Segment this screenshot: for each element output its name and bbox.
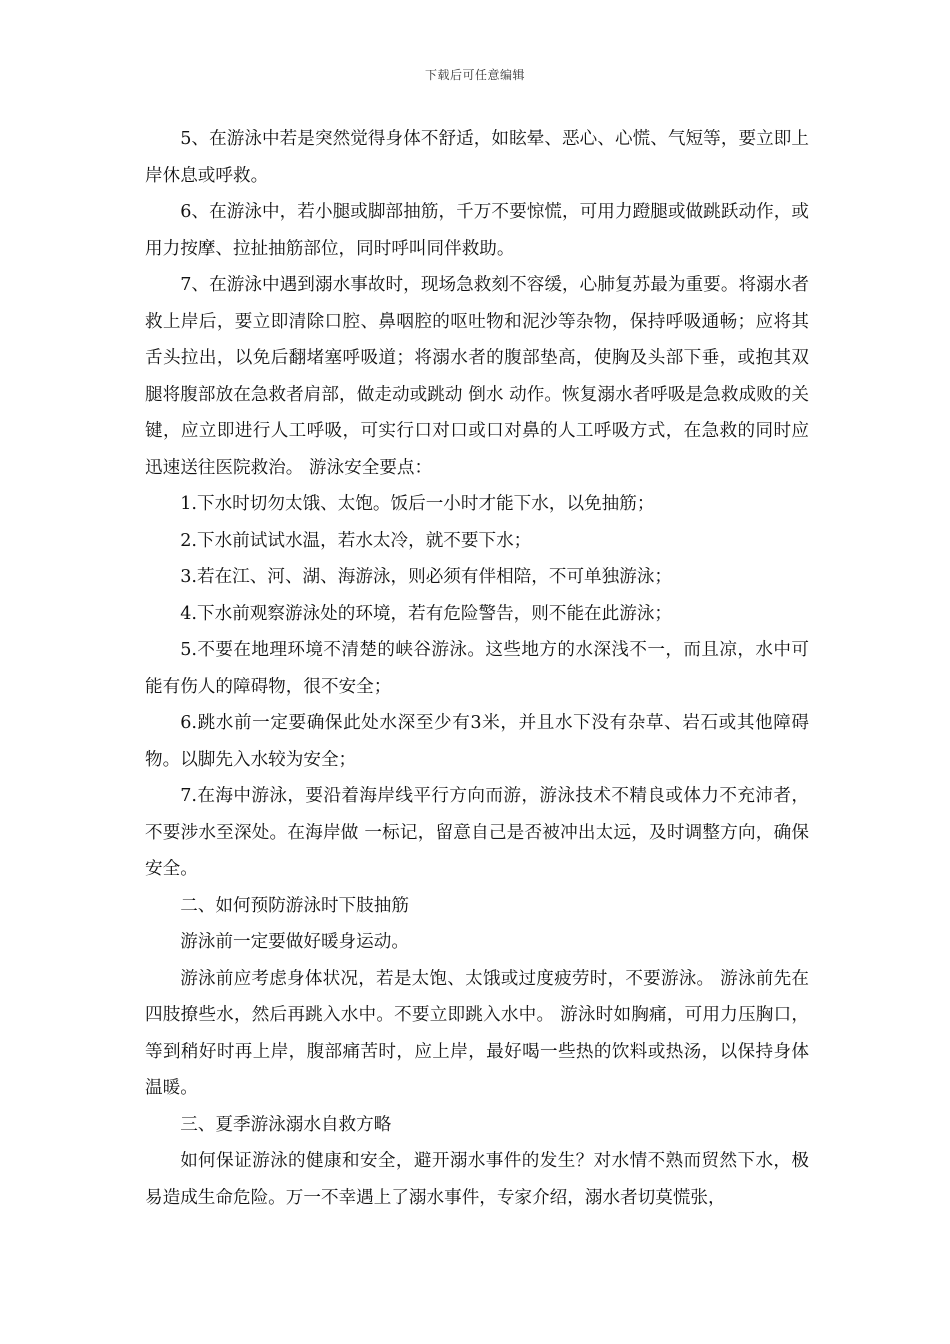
paragraph-item-7-drowning-first-aid: 7、在游泳中遇到溺水事故时，现场急救刻不容缓，心肺复苏最为重要。将溺水者救上岸后，要立即清除口腔、鼻咽腔的呕吐物和泥沙等杂物，保持呼吸通畅；应将其舌头拉出，以免后翻堵塞呼吸道；将溺水者的腹部垫高，使胸及头部下垂，或抱其双腿将腹部放在急救者肩部，做走动或跳动 倒水 动作。恢复溺水者呼吸是急救成败的关键，应立即进行人工呼吸，可实行口对口或口对鼻的人工呼吸方式，在急救的同时应迅速送往医院救治。 游泳安全要点： [145, 275, 809, 478]
paragraph-self-rescue: 如何保证游泳的健康和安全，避开溺水事件的发生？对水情不熟而贸然下水，极易造成生命危险。万一不幸遇上了溺水事件，专家介绍，溺水者切莫慌张， [145, 1151, 809, 1208]
safety-point-7: 7.在海中游泳，要沿着海岸线平行方向而游，游泳技术不精良或体力不充沛者，不要涉水至深处。在海岸做 一标记，留意自己是否被冲出太远，及时调整方向，确保安全。 [145, 786, 809, 879]
page-header: 下载后可任意编辑 [424, 68, 525, 82]
paragraph-item-6-cramp: 6、在游泳中，若小腿或脚部抽筋，千万不要惊慌，可用力蹬腿或做跳跃动作，或用力按摩、拉扯抽筋部位，同时呼叫同伴救助。 [145, 202, 809, 259]
section-heading-3: 三、夏季游泳溺水自救方略 [180, 1114, 392, 1135]
paragraph-item-5-discomfort: 5、在游泳中若是突然觉得身体不舒适，如眩晕、恶心、心慌、气短等，要立即上岸休息或呼救。 [145, 129, 809, 186]
paragraph-body-condition: 游泳前应考虑身体状况，若是太饱、太饿或过度疲劳时，不要游泳。 游泳前先在四肢撩些水，然后再跳入水中。不要立即跳入水中。 游泳时如胸痛，可用力压胸口，等到稍好时再上岸，腹部痛苦时，应上岸，最好喝一些热的饮料或热汤，以保持身体温暖。 [145, 968, 809, 1098]
safety-point-5: 5.不要在地理环境不清楚的峡谷游泳。这些地方的水深浅不一，而且凉，水中可能有伤人的障碍物，很不安全； [145, 640, 809, 697]
safety-point-2: 2.下水前试试水温，若水太冷，就不要下水； [180, 530, 532, 551]
section-heading-2: 二、如何预防游泳时下肢抽筋 [180, 895, 409, 916]
safety-point-6: 6.跳水前一定要确保此处水深至少有3米，并且水下没有杂草、岩石或其他障碍物。以脚先入水较为安全； [145, 713, 809, 770]
safety-point-1: 1.下水时切勿太饿、太饱。饭后一小时才能下水，以免抽筋； [180, 494, 655, 514]
paragraph-warmup: 游泳前一定要做好暖身运动。 [180, 932, 409, 952]
safety-point-4: 4.下水前观察游泳处的环境，若有危险警告，则不能在此游泳； [180, 603, 673, 624]
document-body [145, 121, 809, 1216]
safety-point-3: 3.若在江、河、湖、海游泳，则必须有伴相陪，不可单独游泳； [180, 567, 673, 587]
